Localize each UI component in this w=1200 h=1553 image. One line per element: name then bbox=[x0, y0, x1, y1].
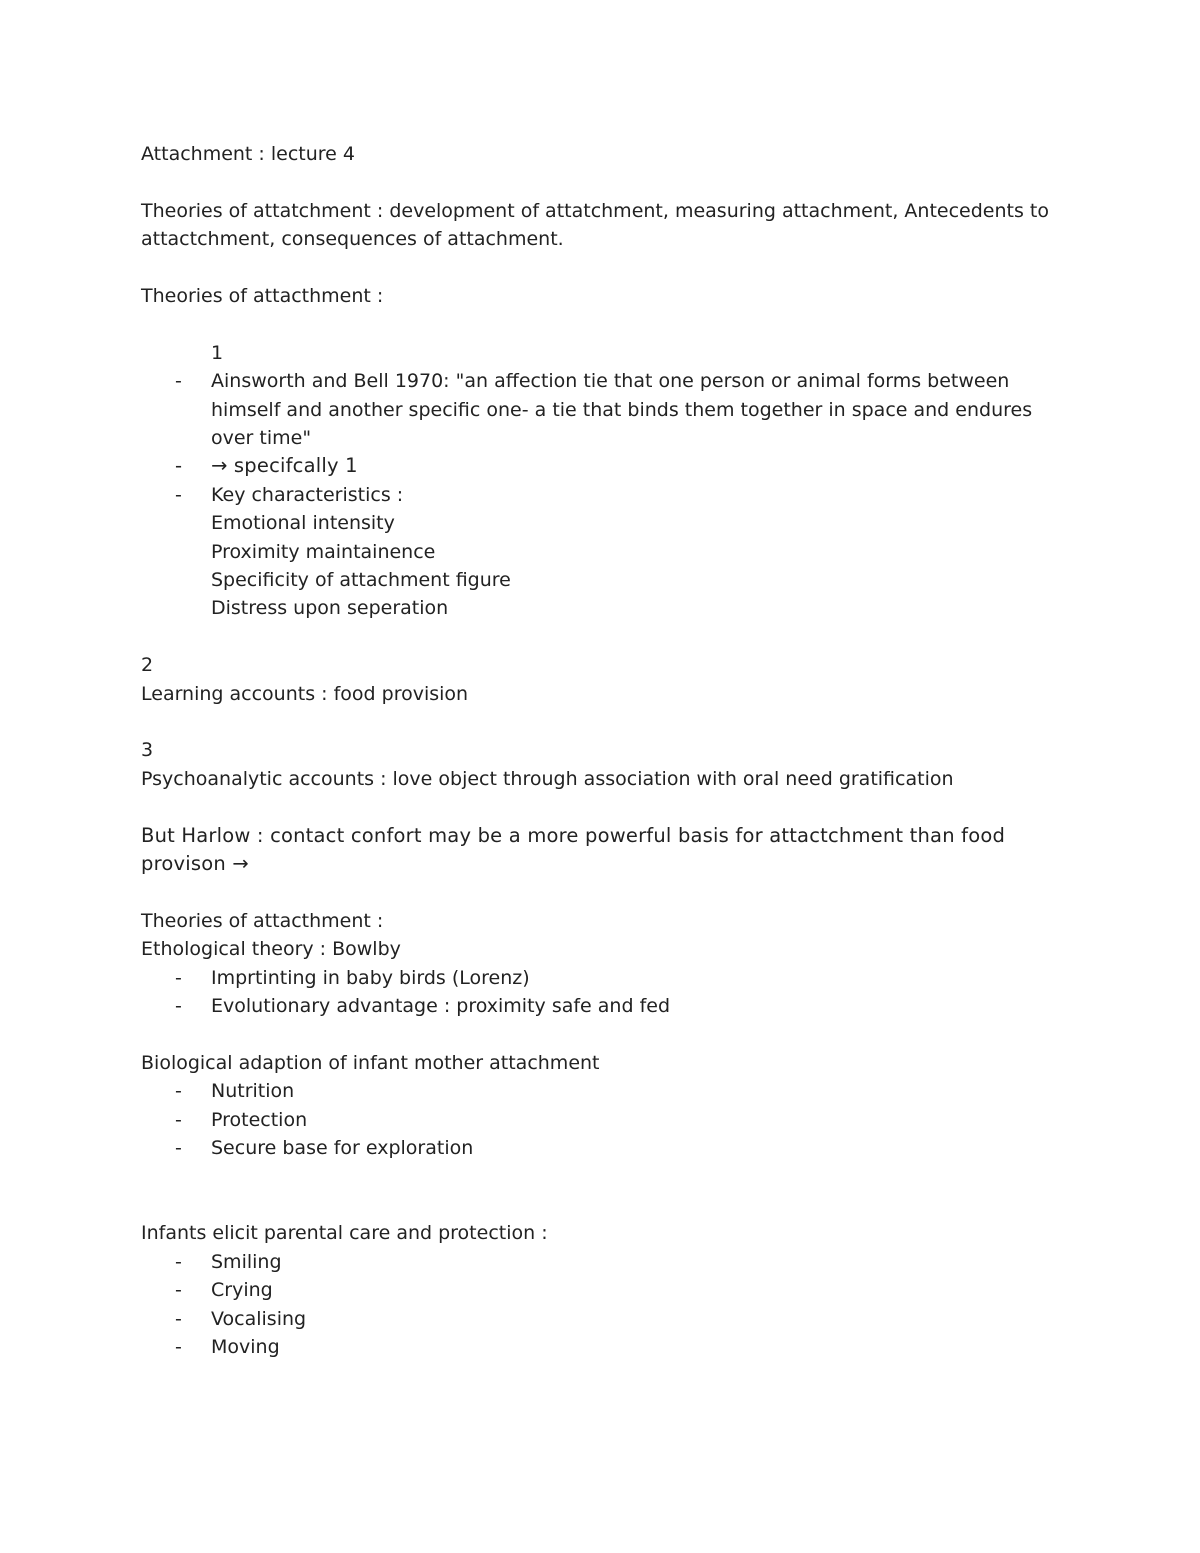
dash-bullet: - bbox=[175, 483, 182, 506]
list-item-text: Imprtinting in baby birds (Lorenz) bbox=[211, 966, 530, 989]
list-item bbox=[141, 1134, 1061, 1162]
list-item-text: Secure base for exploration bbox=[211, 1137, 474, 1160]
learning-accounts: Learning accounts : food provision bbox=[141, 682, 469, 705]
section-heading-theories: Theories of attacthment : bbox=[141, 285, 384, 307]
list-item bbox=[141, 1305, 1061, 1333]
ethological-theory: Ethological theory : Bowlby bbox=[141, 938, 401, 961]
list-item-text: Nutrition bbox=[211, 1080, 295, 1103]
infants-heading: Infants elicit parental care and protection : bbox=[141, 1222, 548, 1245]
list-number-2: 2 bbox=[141, 654, 154, 677]
characteristic-item: Proximity maintainence bbox=[211, 540, 436, 563]
overview-paragraph: Theories of attatchment : development of attatchment, measuring attachment, Antecedents to attactchment, consequences of attachment. bbox=[141, 199, 1049, 251]
characteristic-item: Emotional intensity bbox=[211, 512, 395, 535]
spacer bbox=[141, 878, 1061, 906]
list-number-3: 3 bbox=[141, 739, 154, 762]
list-item bbox=[141, 1248, 1061, 1276]
list-item bbox=[141, 1106, 1061, 1134]
list-item bbox=[141, 1077, 1061, 1105]
list-item bbox=[141, 367, 1061, 452]
dash-bullet: - bbox=[175, 454, 183, 478]
dash-bullet: - bbox=[175, 1279, 182, 1302]
list-item bbox=[141, 992, 1061, 1020]
list-item-text: → specifcally 1 bbox=[211, 454, 358, 478]
dash-bullet: - bbox=[175, 1335, 182, 1358]
dash-bullet: - bbox=[175, 1080, 182, 1103]
ethological-list bbox=[141, 964, 1061, 1021]
list-number-1: 1 bbox=[211, 341, 224, 364]
spacer bbox=[141, 708, 1061, 736]
spacer bbox=[141, 168, 1061, 196]
dash-bullet: - bbox=[175, 966, 182, 989]
list-item bbox=[141, 964, 1061, 992]
list-item-text: Crying bbox=[211, 1279, 273, 1302]
spacer bbox=[141, 623, 1061, 651]
list-item-text: Key characteristics : bbox=[211, 483, 404, 506]
document-title: Attachment : lecture 4 bbox=[141, 143, 355, 165]
document-page bbox=[141, 140, 1061, 1361]
list-item bbox=[141, 481, 1061, 509]
dash-bullet: - bbox=[175, 1250, 182, 1273]
dash-bullet: - bbox=[175, 1137, 182, 1160]
dash-bullet: - bbox=[175, 1307, 182, 1330]
harlow-paragraph: But Harlow : contact confort may be a more powerful basis for attactchment than food provison → bbox=[141, 823, 1006, 876]
list-item bbox=[141, 1333, 1061, 1361]
section-heading-theories-2: Theories of attacthment : bbox=[141, 909, 384, 932]
psychoanalytic-accounts: Psychoanalytic accounts : love object through association with oral need gratification bbox=[141, 767, 954, 790]
biological-heading: Biological adaption of infant mother attachment bbox=[141, 1051, 600, 1074]
characteristic-item: Distress upon seperation bbox=[211, 597, 449, 620]
list-item-text: Evolutionary advantage : proximity safe and fed bbox=[211, 995, 671, 1018]
biological-list bbox=[141, 1077, 1061, 1162]
spacer bbox=[141, 1163, 1061, 1220]
list-item-text: Moving bbox=[211, 1335, 280, 1358]
spacer bbox=[141, 310, 1061, 338]
characteristic-item: Specificity of attachment figure bbox=[211, 569, 511, 592]
dash-bullet: - bbox=[175, 370, 182, 393]
list-item-text: Vocalising bbox=[211, 1307, 307, 1330]
list-item-text: Protection bbox=[211, 1108, 308, 1131]
dash-bullet: - bbox=[175, 1108, 182, 1131]
list-item bbox=[141, 1276, 1061, 1304]
spacer bbox=[141, 793, 1061, 821]
theories-list bbox=[141, 367, 1061, 509]
infants-list bbox=[141, 1248, 1061, 1362]
spacer bbox=[141, 1020, 1061, 1048]
list-item-text: Smiling bbox=[211, 1250, 282, 1273]
list-item-text: Ainsworth and Bell 1970: "an affection tie that one person or animal forms between himself and another specific one- a tie that binds them together in space and endures over time" bbox=[211, 370, 1033, 450]
spacer bbox=[141, 254, 1061, 282]
list-item bbox=[141, 452, 1061, 480]
dash-bullet: - bbox=[175, 995, 182, 1018]
